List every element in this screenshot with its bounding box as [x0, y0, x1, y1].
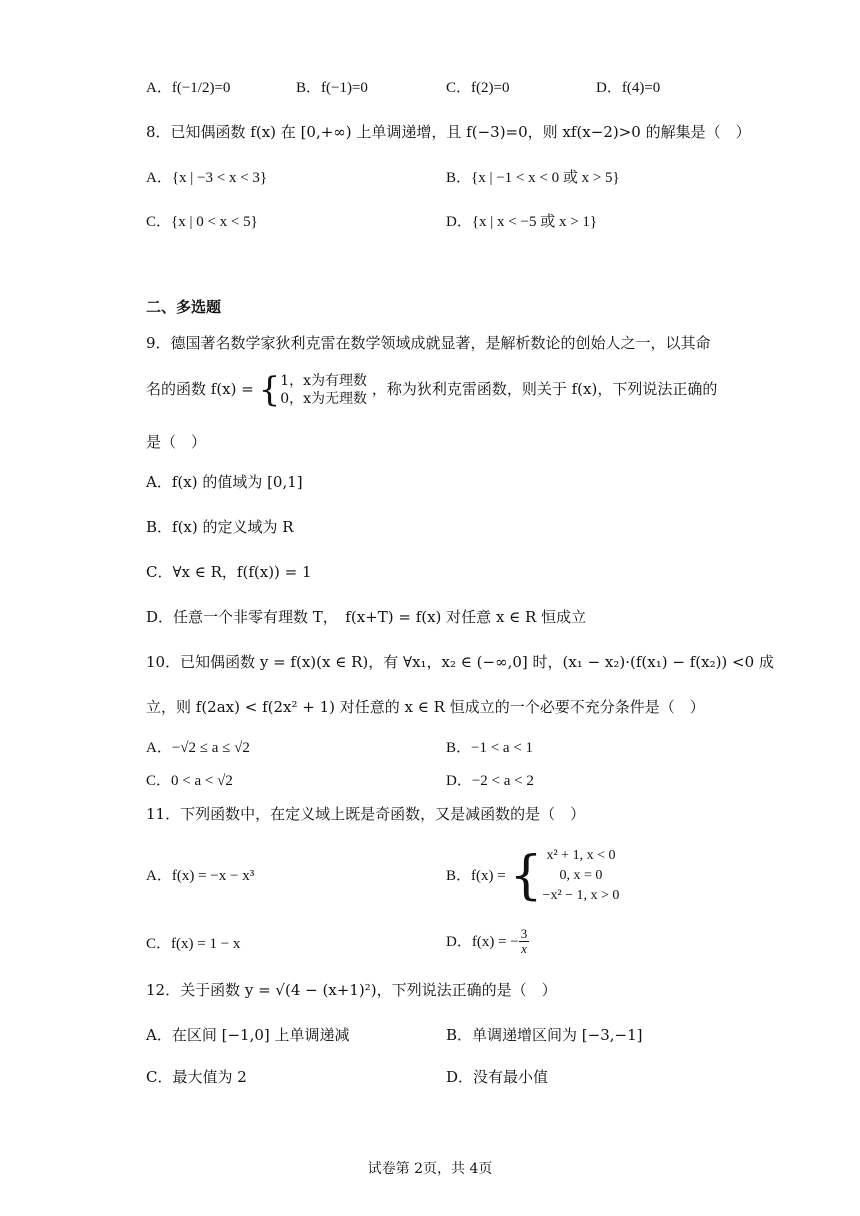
q10-line2: 立，则 f(2ax) < f(2x² + 1) 对任意的 x ∈ R 恒成立的一个必要不充分条件是（ ） [146, 698, 705, 716]
q12-option-d: D．没有最小值 [446, 1068, 549, 1086]
q9-line1: 9．德国著名数学家狄利克雷在数学领域成就显著，是解析数论的创始人之一，以其命 [146, 334, 711, 352]
q7-option-c: C．f(2)=0 [446, 80, 510, 96]
q10-option-b: B．−1 < a < 1 [446, 740, 534, 756]
q9-function-def: 名的函数 f(x) = [146, 380, 254, 398]
q11-d-prefix: D．f(x) = − [446, 933, 519, 950]
fraction-numerator: 3 [520, 926, 528, 941]
q11-b-case2: 0, x = 0 [559, 868, 603, 883]
q11-b-case3: −x² − 1, x > 0 [542, 888, 620, 903]
brace-symbol: { [509, 846, 543, 906]
q11-option-a: A．f(x) = −x − x³ [146, 868, 255, 884]
q11-b-prefix: B．f(x) = [446, 868, 506, 884]
q10-option-c: C．0 < a < √2 [146, 773, 233, 789]
q9-line2-post: ，称为狄利克雷函数，则关于 f(x)，下列说法正确的 [371, 380, 718, 398]
q9-case2: 0，x为无理数 [280, 391, 368, 407]
q8-option-a: A．{x | −3 < x < 3} [146, 170, 268, 186]
page-footer: 试卷第 2页，共 4页 [367, 1161, 493, 1177]
q10-line1: 10．已知偶函数 y = f(x)(x ∈ R)，有 ∀x₁，x₂ ∈ (−∞,0] 时，(x₁ − x₂)·(f(x₁) − f(x₂)) <0 成 [146, 653, 774, 671]
q9-cases [280, 372, 367, 408]
fraction-denominator: x [521, 941, 527, 956]
q7-option-a: A．f(−1/2)=0 [146, 80, 231, 96]
q10-option-d: D．−2 < a < 2 [446, 773, 534, 789]
q8-option-b: B．{x | −1 < x < 0 或 x > 5} [446, 170, 620, 186]
q9-option-d: D．任意一个非零有理数 T， f(x+T) = f(x) 对任意 x ∈ R 恒成立 [146, 608, 587, 626]
q12-option-a: A．在区间 [−1,0] 上单调递减 [146, 1026, 350, 1044]
q11-option-b [446, 846, 619, 908]
q8-option-c: C．{x | 0 < x < 5} [146, 214, 258, 230]
q11-option-c: C．f(x) = 1 − x [146, 936, 241, 952]
q9-option-c: C．∀x ∈ R，f(f(x)) = 1 [146, 563, 312, 581]
q11-b-case1: x² + 1, x < 0 [546, 848, 616, 863]
q11-d-fraction [519, 927, 530, 956]
q11-option-d [446, 927, 529, 961]
q12-option-c: C．最大值为 2 [146, 1068, 247, 1086]
q7-option-b: B．f(−1)=0 [296, 80, 368, 96]
section-title: 二、多选题 [146, 298, 222, 316]
q9-case1: 1，x为有理数 [280, 373, 368, 389]
q7-option-d: D．f(4)=0 [596, 80, 661, 96]
q12-stem: 12．关于函数 y = √(4 − (x+1)²)，下列说法正确的是（ ） [146, 981, 557, 999]
q9-line2 [146, 372, 717, 412]
q10-option-a: A．−√2 ≤ a ≤ √2 [146, 740, 250, 756]
q9-option-b: B．f(x) 的定义域为 R [146, 518, 294, 536]
q12-option-b: B．单调递增区间为 [−3,−1] [446, 1026, 643, 1044]
q8-option-d: D．{x | x < −5 或 x > 1} [446, 214, 598, 230]
q11-stem: 11．下列函数中，在定义域上既是奇函数，又是减函数的是（ ） [146, 805, 586, 823]
q8-stem: 8．已知偶函数 f(x) 在 [0,+∞) 上单调递增，且 f(−3)=0，则 xf(x−2)>0 的解集是（ ） [146, 123, 751, 141]
q9-option-a: A．f(x) 的值域为 [0,1] [146, 473, 303, 491]
brace-symbol: { [258, 370, 281, 410]
q9-line3: 是（ ） [146, 433, 207, 451]
q11-b-cases [543, 846, 620, 906]
